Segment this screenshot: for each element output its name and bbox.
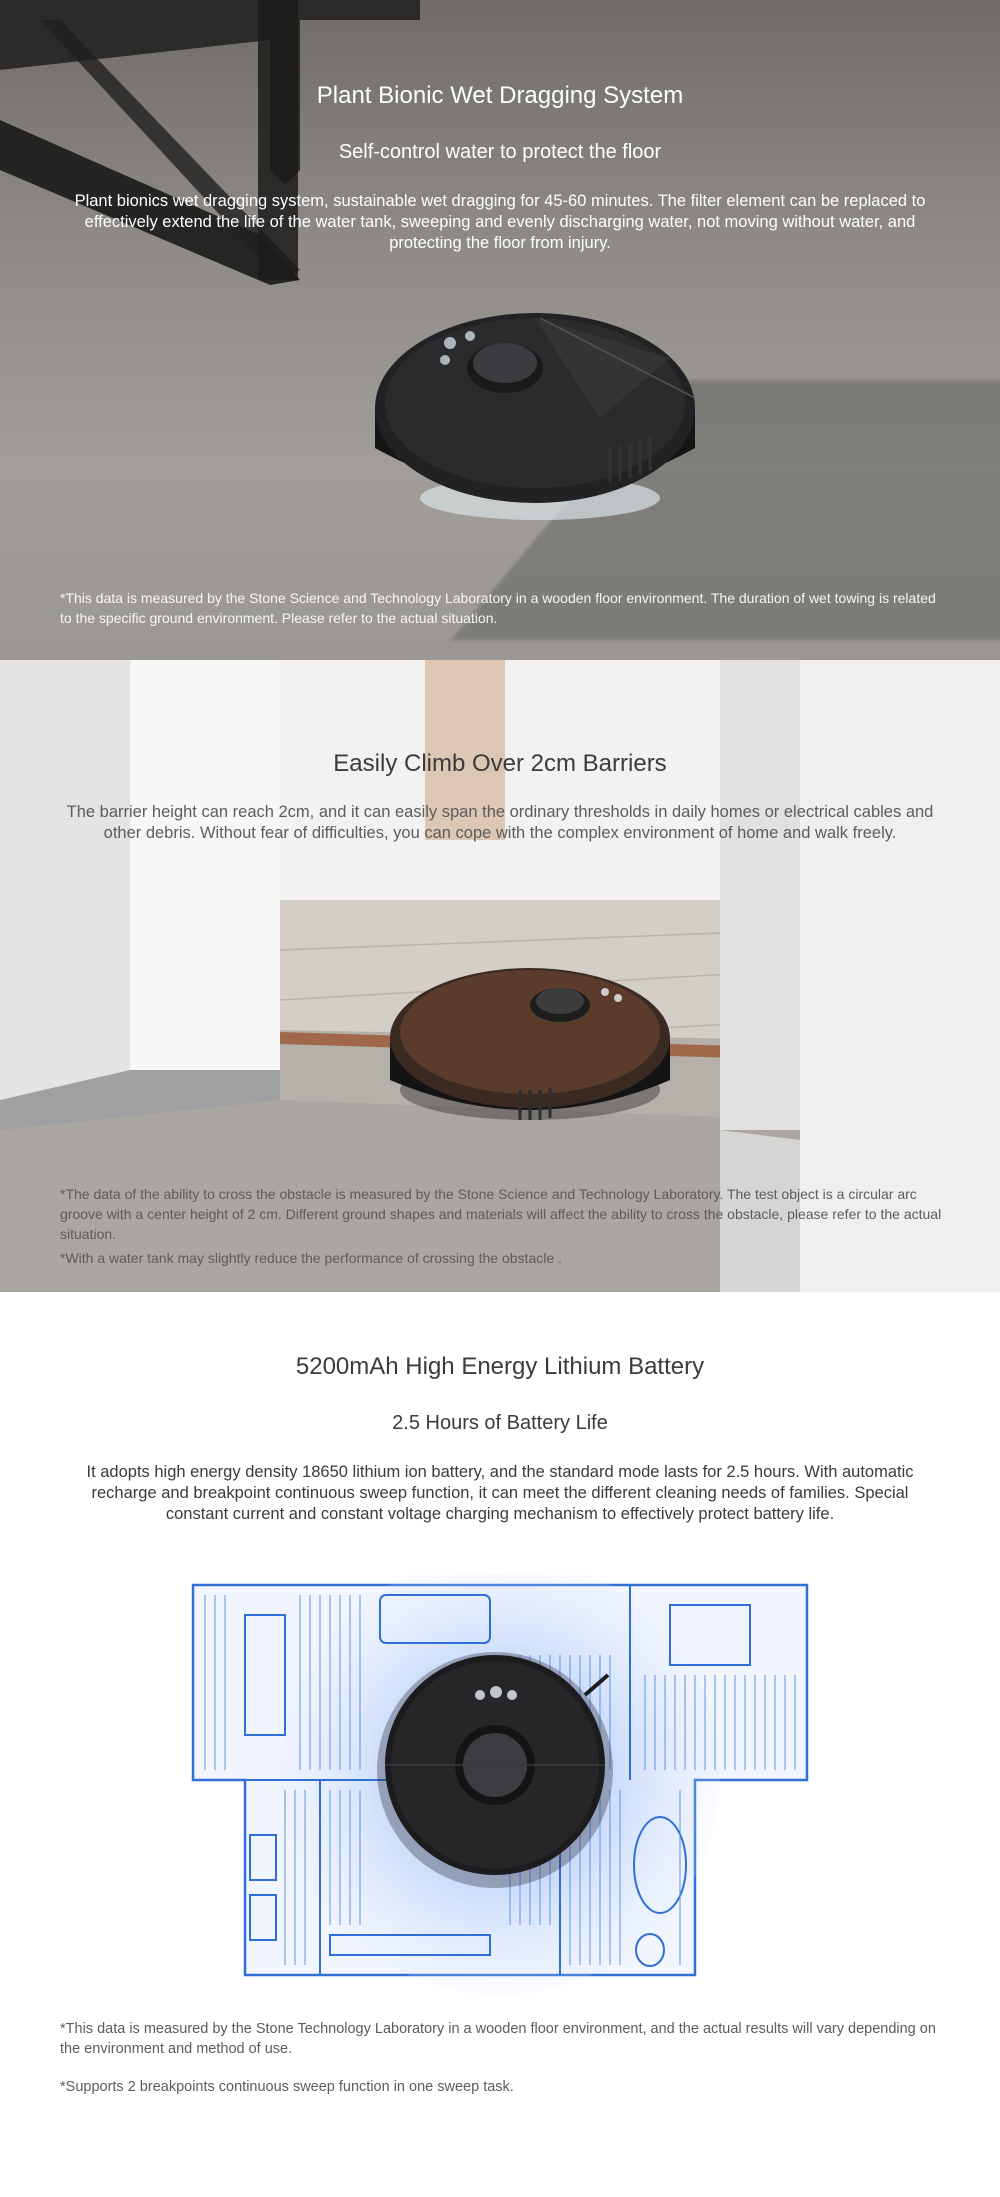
section-title: Plant Bionic Wet Dragging System: [316, 82, 684, 109]
section-paragraph: The barrier height can reach 2cm, and it can easily span the ordinary thresholds in daily homes or electrical cables and other debris. Without fear of difficulties, you can cope with the complex environment of home and walk freely.: [66, 803, 934, 842]
section-subtitle: 2.5 Hours of Battery Life: [392, 1412, 608, 1434]
section-paragraph: It adopts high energy density 18650 lithium ion battery, and the standard mode lasts for 2.5 hours. With automatic recharge and breakpoint continuous sweep function, it can meet the different cleaning needs of families. Special constant current and constant voltage charging mechanism to effectively protect battery life.: [86, 1463, 914, 1523]
section-title: 5200mAh High Energy Lithium Battery: [295, 1353, 705, 1380]
floor-plan-illustration: [190, 1575, 810, 2003]
wet-dragging-section: [0, 0, 1000, 660]
section-title: Easily Climb Over 2cm Barriers: [333, 750, 667, 777]
section-subtitle: Self-control water to protect the floor: [338, 141, 662, 163]
footnote: *With a water tank may slightly reduce the performance of crossing the obstacle .: [60, 1250, 562, 1266]
footnote: *This data is measured by the Stone Technology Laboratory in a wooden floor environment, and the actual results will vary depending on the environment and method of use.: [60, 2021, 936, 2057]
barrier-section: [0, 660, 1000, 1292]
robot-vacuum-illustration: [370, 298, 700, 548]
footnote: *This data is measured by the Stone Science and Technology Laboratory in a wooden floor environment. The duration of wet towing is related to the specific ground environment. Please refer to the actual situation.: [60, 590, 936, 626]
section-paragraph: Plant bionics wet dragging system, sustainable wet dragging for 45-60 minutes. The filter element can be replaced to effectively extend the life of the water tank, sweeping and evenly discharging water, not moving without water, and protecting the floor from injury.: [74, 192, 926, 252]
footnote: *Supports 2 breakpoints continuous sweep function in one sweep task.: [60, 2079, 514, 2095]
battery-section: [0, 1292, 1000, 2197]
footnote: *The data of the ability to cross the obstacle is measured by the Stone Science and Technology Laboratory. The test object is a circular arc groove with a center height of 2 cm. Different ground shapes and materials will affect the ability to cross the obstacle, please refer to the actual situation.: [60, 1186, 942, 1242]
